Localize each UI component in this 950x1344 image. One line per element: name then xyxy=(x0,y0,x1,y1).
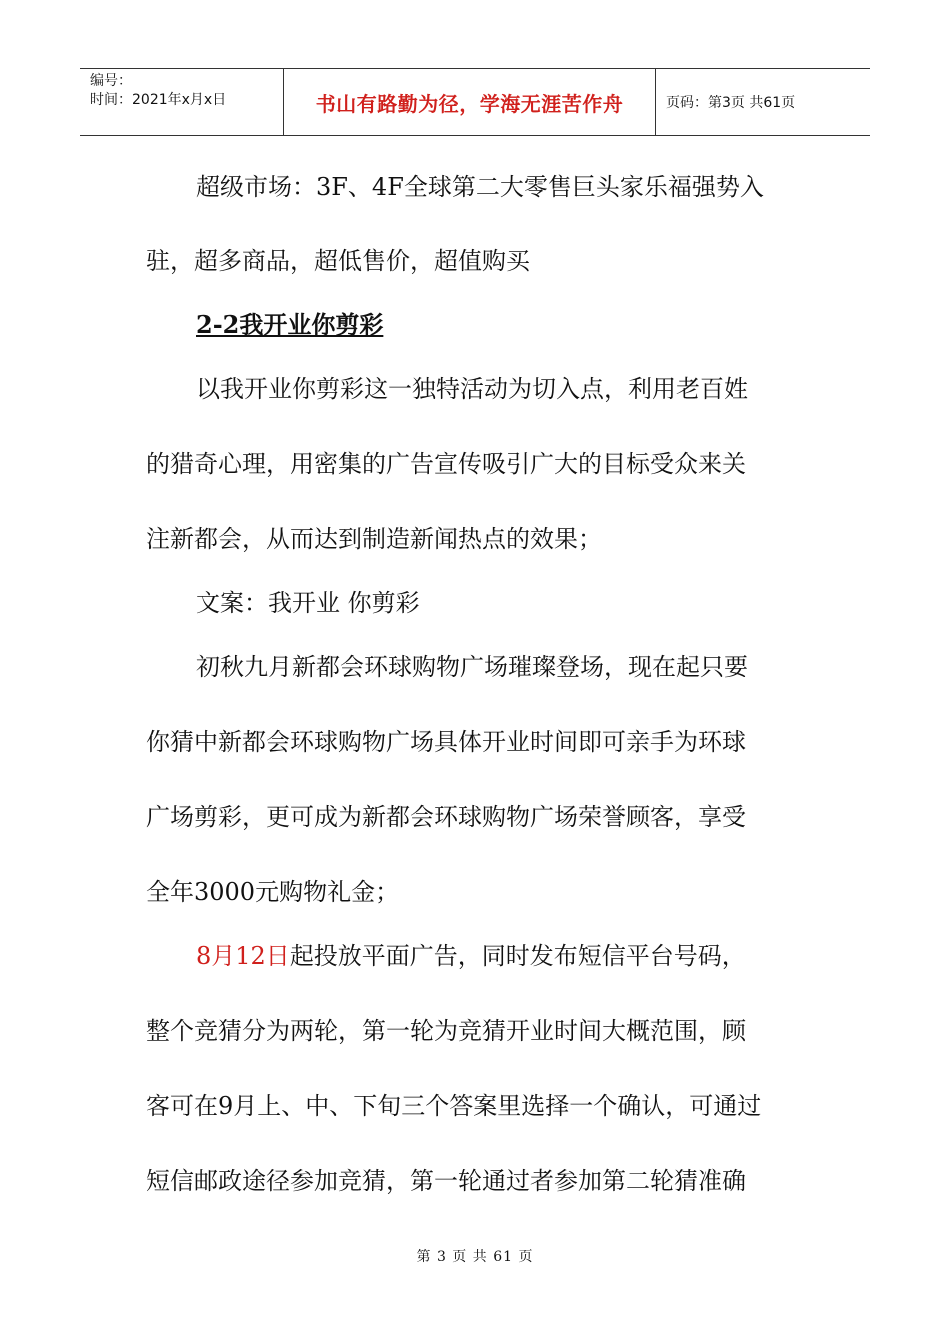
highlight-date: 8月12日 xyxy=(196,942,290,970)
paragraph-line: 注新都会，从而达到制造新闻热点的效果； xyxy=(146,525,602,553)
paragraph-line: 广场剪彩，更可成为新都会环球购物广场荣誉顾客，享受 xyxy=(146,803,746,831)
header-meta xyxy=(80,69,283,135)
paragraph-line xyxy=(196,941,746,971)
paragraph-line: 整个竞猜分为两轮，第一轮为竞猜开业时间大概范围，顾 xyxy=(146,1017,746,1045)
paragraph-line: 客可在9月上、中、下旬三个答案里选择一个确认，可通过 xyxy=(146,1092,762,1120)
page-footer: 第 3 页 共 61 页 xyxy=(416,1249,534,1265)
paragraph-line: 全年3000元购物礼金； xyxy=(146,878,400,906)
paragraph-line: 初秋九月新都会环球购物广场璀璨登场，现在起只要 xyxy=(196,653,748,681)
document-number-label: 编号： xyxy=(90,73,132,89)
paragraph-line: 你猜中新都会环球购物广场具体开业时间即可亲手为环球 xyxy=(146,728,746,756)
paragraph-line: 文案：我开业 你剪彩 xyxy=(196,589,420,617)
header-motto: 书山有路勤为径，学海无涯苦作舟 xyxy=(315,91,624,116)
section-heading: 2-2我开业你剪彩 xyxy=(196,310,384,339)
document-header xyxy=(80,68,870,136)
paragraph-line: 驻，超多商品，超低售价，超值购买 xyxy=(146,247,530,275)
document-time-label: 时间：2021年x月x日 xyxy=(90,92,227,108)
header-page-info: 页码：第3页 共61页 xyxy=(666,95,796,111)
paragraph-line: 超级市场：3F、4F全球第二大零售巨头家乐福强势入 xyxy=(196,173,764,201)
paragraph-line: 的猎奇心理，用密集的广告宣传吸引广大的目标受众来关 xyxy=(146,450,746,478)
paragraph-line: 以我开业你剪彩这一独特活动为切入点，利用老百姓 xyxy=(196,375,748,403)
paragraph-line: 短信邮政途径参加竞猜，第一轮通过者参加第二轮猜准确 xyxy=(146,1167,746,1195)
paragraph-text: 起投放平面广告，同时发布短信平台号码， xyxy=(289,942,746,970)
